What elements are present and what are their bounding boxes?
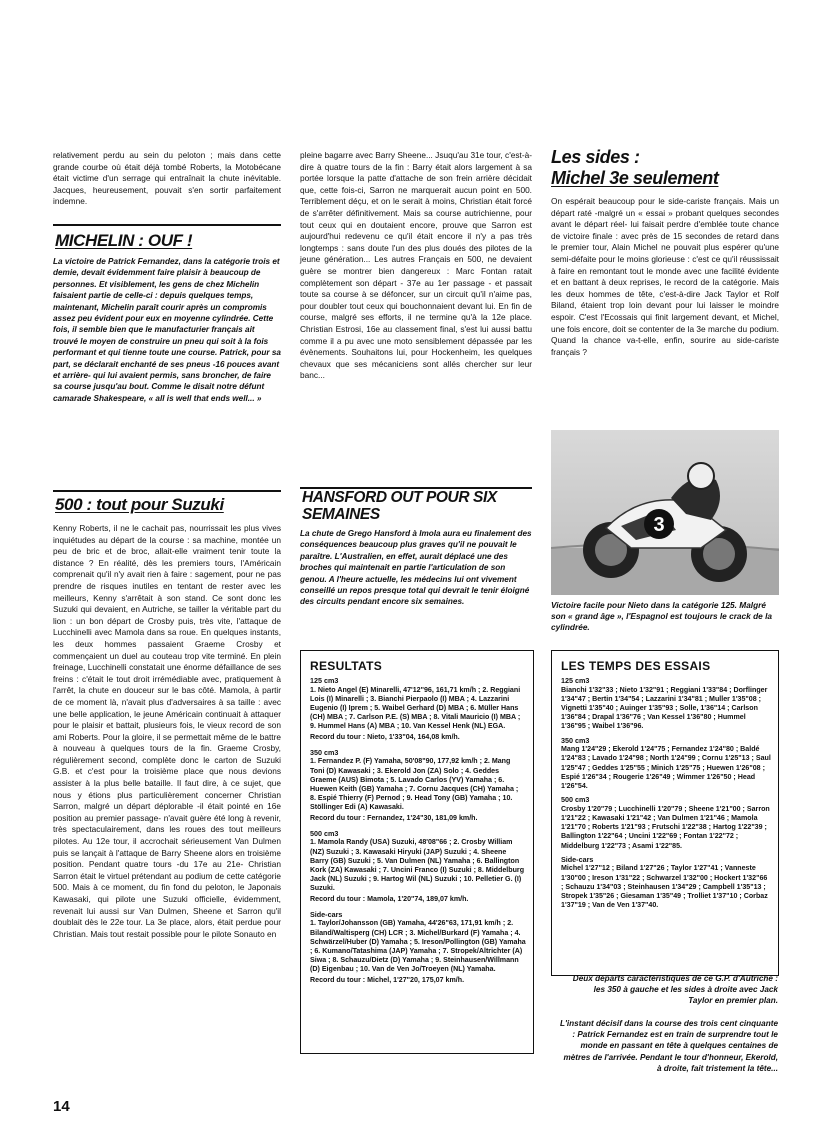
results-title: RESULTATS	[310, 659, 383, 673]
essais-text: Bianchi 1'32"33 ; Nieto 1'32"91 ; Reggiani 1'33"84 ; Dorflinger 1'34"47 ; Bertin 1'34"54 ; Lazzarini 1'34"81 ; Muller 1'35"08 ; Vignetti 1'35"40 ; Auinger 1'35"93 ; Solle, 1'36"14 ; Carlson 1'36"84 ; Drapal 1'36"76 ; Van Kessel 1'36"80 ; Hummel 1'36"95 ; Waibel 1'36"96.	[561, 685, 768, 731]
results-record: Record du tour : Michel, 1'27"20, 175,07 km/h.	[310, 975, 465, 984]
suzuki-rule	[53, 490, 281, 492]
closing-caption-1: Deux départs caractéristiques de ce G.P. d'Autriche : les 350 à gauche et les sides à droite avec Jack Taylor en premier plan.	[572, 974, 778, 1006]
sides-heading-line1: Les sides :	[551, 147, 640, 167]
results-500	[310, 829, 526, 904]
results-sidecars	[310, 910, 526, 985]
sides-body	[551, 196, 779, 362]
essais-text: Mang 1'24"29 ; Ekerold 1'24"75 ; Fernandez 1'24"80 ; Baldé 1'24"83 ; Lavado 1'24"98 ; North 1'24"99 ; Cornu 1'25"13 ; Saul 1'25"47 ; Geddes 1'25"55 ; Minich 1'25"75 ; Huewen 1'26"08 ; Espié 1'26"34 ; Rougerie 1'26"49 ; Wimmer 1'26"50 ; Head 1'26"54.	[561, 745, 771, 791]
results-record: Record du tour : Mamola, 1'20"74, 189,07 km/h.	[310, 894, 469, 903]
results-record: Record du tour : Nieto, 1'33"04, 164,08 km/h.	[310, 732, 460, 741]
results-box	[300, 650, 534, 1054]
essais-sidecars	[561, 855, 771, 911]
suzuki-paragraph: Kenny Roberts, il ne le cachait pas, nourrissait les plus vives inquiétudes au départ de la course : sa machine, montée un peu de bric et de broc, allait-elle vraiment tenir toute la distance ? En réalité, dès les premiers tours, l'Américain comprenait qu'il n'y avait rien à faire : sagement, pour ne pas prendre de risques inutiles en tentant de rester avec les meilleurs, Kenny s'arrêtait à son stand. Ce sont donc les Suzuki qui devaient, en Autriche, se tailler la véritable part du lion : un bon départ de Crosby puis, très vite, l'attaque de Lucchinelli avec Mamola dans sa roue. En quelques instants, les deux hommes passaient Graeme Crosby et commençaient un duel au couteau trop vite terminé. En plein freinage, Lucchinelli constatait une énorme défaillance de ses freins : c'était le tout droit irrémédiable avec, pratiquement à l'arrêt, la chute en douceur sur le bas côté. Mamola, à partir de ce moment là, n'avait plus d'adversaires à sa taille : avec une belle application, le jeune Américain continuait à attaquer pour le plaisir et battait, plusieurs fois, le vieux record de son ami Roberts. Pour la gloire, il se permettait même de le battre à nouveau à quelques tours de la fin. Graeme Crosby, régulièrement second, complète donc le carton de Suzuki G.B. et c'est pour la troisième place que nous devions assister à la plus belle bataille. Il faut dire, à ce sujet, que nous y étions plus particulièrement concerner Christian Sarron, malgré un départ déplorable -il était pointé en 16e position au premier passage- n'avait guère été long à revenir, très spectaculairement, dans les roues des tout meilleurs pilotes. Au 12e tour, il accrochait sérieusement Van Dulmen puis se lançait à l'attaque de Barry Sheene alors en troisième position. Pendant quatre tours -du 17e au 21e- Christian Sarron était le virtuel prétendant au podium de cette catégorie 500. Mais à ce moment, du fin fond du peloton, le Japonais Kawasaki, qui pilote une Suzuki officielle, évidemment, revenait lui aussi sur Van Dulmen, Sheene et Sarron qu'il doublait dès le 22e tour. La 3e place, alors, était perdue pour Christian. Mais tout restait possible pour le pilote Sonauto en	[53, 523, 281, 939]
sides-heading-line2: Michel 3e seulement	[551, 168, 719, 188]
essais-125	[561, 676, 771, 732]
results-text: 1. Fernandez P. (F) Yamaha, 50'08"90, 177,92 km/h ; 2. Mang Toni (D) Kawasaki ; 3. Ekerold Jon (ZA) Solo ; 4. Geddes Graeme (AUS) Bimota ; 5. Lavado Carlos (YV) Yamaha ; 6. Huewen Keith (GB) Yamaha ; 7. Cornu Jacques (CH) Yamaha ; 8. Espié Thierry (F) Pernod ; 9. Head Tony (GB) Yamaha ; 10. Stöllinger Edi (A) Kawasaki.	[310, 757, 519, 812]
results-text: 1. Taylor/Johansson (GB) Yamaha, 44'26"63, 171,91 km/h ; 2. Biland/Waltisperg (CH) LCR ; 3. Michel/Burkard (F) Yamaha ; 4. Schwärzel/Huber (D) Yamaha ; 5. Ireson/Pollington (GB) Yamaha ; 6. Kumano/Tatashima (JAP) Yamaha ; 7. Stropek/Altrichter (A) Siwa ; 8. Schauzu/Dietz (D) Yamaha ; 9. Steinhausen/Willmann (D) Eigenbau ; 10. Van de Ven Jo/Troeyen (NL) Yamaha.	[310, 919, 526, 974]
michelin-heading: MICHELIN : OUF !	[55, 231, 193, 250]
essais-class-label: 500 cm3	[561, 795, 590, 805]
hansford-heading: HANSFORD OUT POUR SIX SEMAINES	[302, 489, 497, 523]
essais-title: LES TEMPS DES ESSAIS	[561, 659, 711, 673]
results-125	[310, 676, 526, 742]
race-number: 3	[653, 514, 665, 536]
page-number: 14	[53, 1098, 70, 1115]
essais-class-label: 350 cm3	[561, 735, 590, 745]
results-record: Record du tour : Fernandez, 1'24"30, 181,09 km/h.	[310, 813, 478, 822]
nieto-photo	[551, 430, 779, 595]
results-text: 1. Nieto Angel (E) Minarelli, 47'12"96, 161,71 km/h ; 2. Reggiani Lois (I) Minarelli ; 3. Bianchi Pierpaolo (I) MBA ; 4. Lazzarini Eugenio (I) Iprem ; 5. Waibel Gerhard (D) MBA ; 6. Müller Hans (CH) MBA ; 7. Carlson P.E. (S) MBA ; 8. Vitali Mauricio (I) MBA ; 9. Hummel Hans (A) MBA ; 10. Van Kessel Henk (NL) EGA.	[310, 685, 521, 731]
essais-350	[561, 736, 771, 792]
results-350	[310, 748, 526, 823]
michelin-lead: La victoire de Patrick Fernandez, dans la catégorie trois et demie, devait évidemment faire plaisir à beaucoup de personnes. Et visiblement, les gens de chez Michelin faisaient partie de celle-ci : depuis quelques temps, maintenant, Michelin paraît courir après un compromis assez peu évident pour eux en moyenne cylindrée. Cette fois, il semble bien que le manufacturier français ait trouvé le moyen de construire un pneu qui soit à la fois performant et qui tienne toute une course. Patrick, pour sa part, se déclarait enchanté de ses pneus -16 pouces avant et arrière- qui lui avaient permis, sans broncher, de faire sa course jusqu'au bout. Comme le disait notre défunt camarade Shakespeare, « all is well that ends well... »	[53, 257, 281, 403]
michelin-rule	[53, 224, 281, 226]
photo-caption: Victoire facile pour Nieto dans la catégorie 125. Malgré son « grand âge », l'Espagnol est toujours le crack de la cylindrée.	[551, 600, 772, 632]
motorcycle-photo-illustration	[551, 430, 779, 595]
results-class-label: 125 cm3	[310, 676, 339, 685]
results-text: 1. Mamola Randy (USA) Suzuki, 48'08"66 ; 2. Crosby William (NZ) Suzuki ; 3. Kawasaki Hiryuki (JAP) Suzuki ; 4. Sheene Barry (GB) Suzuki ; 5. Van Dulmen (NL) Yamaha ; 6. Ballington Kork (ZA) Kawasaki ; 7. Uncini Franco (I) Suzuki ; 8. Middelburg Jack (NL) Suzuki ; 9. Hartog Wil (NL) Suzuki ; 10. Pelletier G. (I) Suzuki.	[310, 838, 525, 893]
suzuki-heading: 500 : tout pour Suzuki	[55, 495, 224, 514]
sides-paragraph: On espérait beaucoup pour le side-cariste français. Mais un départ raté -malgré un « essai » probant quelques secondes avant le départ réel- lui faisait perdre d'emblée toute chance de victoire finale : avec près de 15 secondes de retard dans le premier tour, Alain Michel ne pouvait plus espérer qu'une semi-défaite pour le moins glorieuse : c'est ce qu'il réussissait à faire en remontant tout le monde avec une facilité évidente et en battant à deux reprises, le record de la catégorie. Mais les deux hommes de tête, c'est-à-dire Jack Taylor et Rolf Biland, étaient trop loin devant pour lui laisser le moindre espoir. C'est l'Ecossais qui finit largement devant, et Michel, une fois encore, doit se contenter de la 3e marche du podium. Quand la chance va-t-elle, enfin, sourire au side-cariste français ?	[551, 196, 779, 357]
results-class-label: 500 cm3	[310, 828, 339, 838]
results-class-label: Side-cars	[310, 909, 343, 919]
hansford-lead: La chute de Grego Hansford à Imola aura eu finalement des conséquences beaucoup plus graves qu'il ne pouvait le paraître. L'Australien, en effet, aurait déplacé une des broches qui maintenait en partie l'articulation de son genou. A l'heure actuelle, les médecins lui ont vivement conseillé un repos presque total qui devrait le tenir éloigné des circuits pendant encore six semaines.	[300, 529, 532, 607]
middle-paragraph: pleine bagarre avec Barry Sheene... Jsuqu'au 31e tour, c'est-à-dire à quatre tours de la fin : Barry était alors largement à sa portée lorsque la patte d'attache de son frein arrière décidait que, cette fois-ci, Sarron ne marquerait aucun point en 500. Terriblement déçu, et on le serait à moins, Christian était forcé de s'arrêter définitivement. Mais sa course autrichienne, pour tout ceux qui en doutaient encore, prouve que Sarron est aujourd'hui redevenu ce qu'il était encore il n'y a pas très longtemps : sans doute l'un des plus doués des pilotes de la jeune génération... Les autres Français en 500, ne devaient guère se montrer bien dangereux : Marc Fontan ratait complètement son départ - 37e au 1er passage - et passait toute sa course à se défoncer, sur un circuit qu'il n'aime pas, pour doubler tout ceux qui bouchonnaient devant lui. En fin de course, malgré ses efforts, il ne termine qu'à la 12e place. Christian Estrosi, 16e au classement final, s'est lui aussi battu comme il a pu avec une moto sensiblement dépassée par les évènements. Souhaitons lui, pour Hockenheim, les quelques chevaux que ses mécaniciens sont allés chercher sur leur banc...	[300, 150, 532, 381]
essais-box	[551, 650, 779, 976]
essais-text: Michel 1'27"12 ; Biland 1'27"26 ; Taylor 1'27"41 ; Vanneste 1'30"00 ; Ireson 1'31"22 ; Schwarzel 1'32"00 ; Hockert 1'32"66 ; Schauzu 1'34"03 ; Steinhausen 1'34"29 ; Campbell 1'35"13 ; Stropek 1'35"26 ; Giesaman 1'35"49 ; Trolliet 1'37"10 ; Corbaz 1'37"19 ; Van de Ven 1'37"40.	[561, 864, 768, 910]
middle-body	[300, 150, 532, 386]
closing-caption-2: L'instant décisif dans la course des trois cent cinquante : Patrick Fernandez est en train de surprendre tout le monde en passant en tête à quelques centaines de mètres de l'arrivée. Pendant le tour d'honneur, Ekerold, à droite, fait tristement la tête...	[559, 1019, 778, 1073]
suzuki-body	[53, 523, 281, 944]
essais-500	[561, 795, 771, 851]
essais-text: Crosby 1'20"79 ; Lucchinelli 1'20"79 ; Sheene 1'21"00 ; Sarron 1'21"22 ; Kawasaki 1'21"42 ; Van Dulmen 1'21"46 ; Mamola 1'21"70 ; Roberts 1'21"93 ; Frutschi 1'22"38 ; Hartog 1'22"39 ; Ballington 1'22"64 ; Uncini 1'22"69 ; Fontan 1'22"72 ; Middelburg 1'22"73 ; Asami 1'22"85.	[561, 804, 770, 850]
intro-paragraph: relativement perdu au sein du peloton ; mais dans cette grande courbe où était déjà tombé Roberts, la Motobécane était victime d'un serrage qui entraînait la chute inévitable. Jacques, heureusement, pouvait s'en sortir parfaitement indemne.	[53, 150, 281, 207]
essais-class-label: Side-cars	[561, 854, 594, 864]
left-intro	[53, 150, 281, 212]
essais-class-label: 125 cm3	[561, 676, 590, 685]
results-class-label: 350 cm3	[310, 747, 339, 757]
